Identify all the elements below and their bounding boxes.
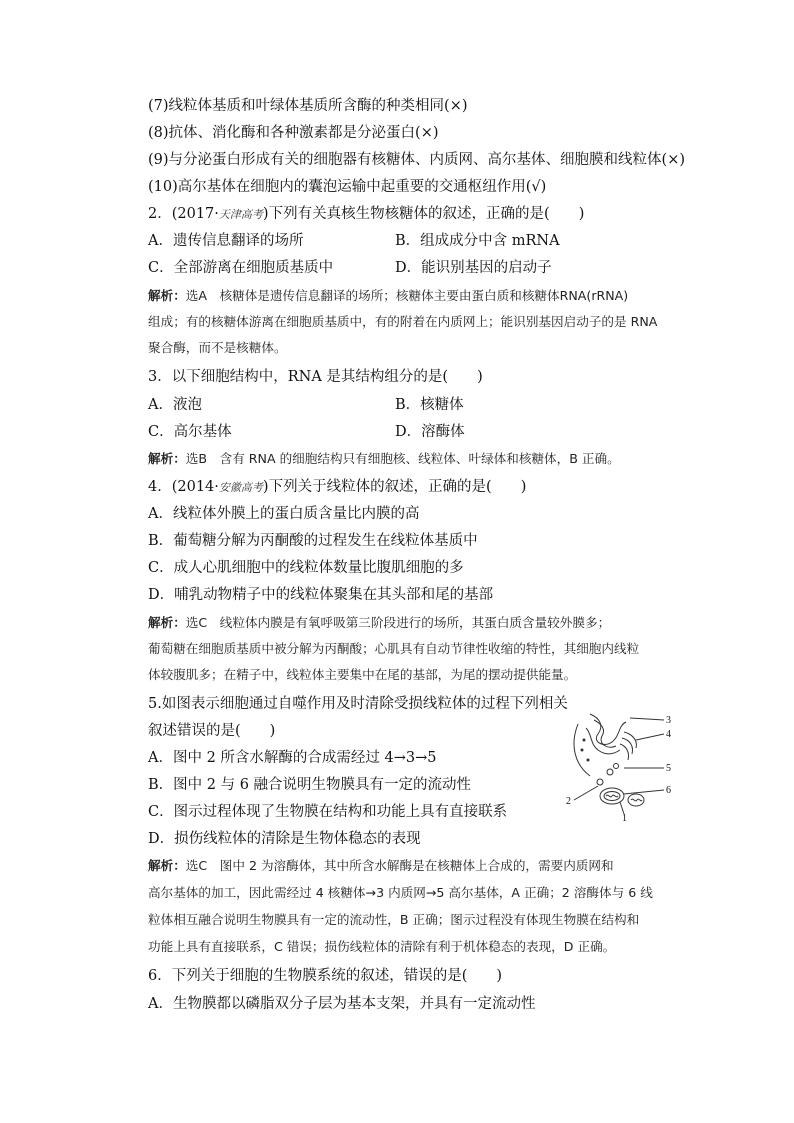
fig-label-4: 4 bbox=[666, 729, 671, 740]
q5-option-b: B．图中 2 与 6 融合说明生物膜具有一定的流动性 bbox=[148, 777, 472, 793]
fig-label-5: 5 bbox=[666, 763, 671, 774]
golgi-path-3 bbox=[620, 744, 629, 760]
item-10: (10)高尔基体在细胞内的囊泡运输中起重要的交通枢纽作用(√) bbox=[148, 179, 547, 195]
q2-option-d: D．能识别基因的启动子 bbox=[395, 260, 552, 276]
q4-option-a: A．线粒体外膜上的蛋白质含量比内膜的高 bbox=[148, 506, 420, 522]
q2-source: 天津高考 bbox=[218, 208, 263, 221]
q4-stem: 4．(2014·安徽高考)下列关于线粒体的叙述，正确的是( ) bbox=[148, 479, 527, 495]
q5-explanation-3: 粒体相互融合说明生物膜具有一定的流动性，B 正确；图示过程没有体现生物膜在结构和 bbox=[148, 912, 640, 927]
q4-explanation-1: 解析：选C 线粒体内膜是有氧呼吸第三阶段进行的场所，其蛋白质含量较外膜多； bbox=[148, 615, 611, 630]
q5-explanation-1: 解析：选C 图中 2 为溶酶体，其中所含水解酶是在核糖体上合成的，需要内质网和 bbox=[148, 858, 614, 873]
lysosome bbox=[597, 779, 603, 785]
leader-2 bbox=[574, 786, 598, 800]
fig-label-2: 2 bbox=[566, 796, 571, 807]
q5-explanation-4: 功能上具有直接联系，C 错误；损伤线粒体的清除有利于机体稳态的表现，D 正确。 bbox=[148, 939, 616, 954]
vesicle bbox=[607, 769, 613, 775]
leader-3 bbox=[630, 718, 664, 720]
q5-option-a: A．图中 2 所含水解酶的合成需经过 4→3→5 bbox=[148, 750, 437, 766]
q2-stem: 2．(2017·天津高考)下列有关真核生物核糖体的叙述，正确的是( ) bbox=[148, 206, 585, 222]
q5-stem-1: 5.如图表示细胞通过自噬作用及时清除受损线粒体的过程下列相关 bbox=[148, 696, 568, 712]
q3-option-b: B．核糖体 bbox=[395, 397, 464, 413]
q3-explanation-1: 解析：选B 含有 RNA 的细胞结构只有细胞核、线粒体、叶绿体和核糖体，B 正确。 bbox=[148, 451, 620, 466]
golgi-path-1 bbox=[624, 732, 636, 748]
q4-explanation-3: 体较腹肌多；在精子中，线粒体主要集中在尾的基部，为尾的摆动提供能量。 bbox=[148, 667, 577, 682]
q3-stem: 3．以下细胞结构中，RNA 是其结构组分的是( ) bbox=[148, 369, 483, 385]
item-7: (7)线粒体基质和叶绿体基质所含酶的种类相同(×) bbox=[148, 98, 468, 114]
q3-option-d: D．溶酶体 bbox=[395, 424, 465, 440]
q5-option-d: D．损伤线粒体的清除是生物体稳态的表现 bbox=[148, 831, 421, 847]
leader-6 bbox=[624, 790, 664, 794]
q2-option-a: A．遗传信息翻译的场所 bbox=[148, 233, 304, 249]
ribosome bbox=[587, 759, 589, 761]
q2-explanation-3: 聚合酶，而不是核糖体。 bbox=[148, 340, 287, 355]
q5-option-c: C．图示过程体现了生物膜在结构和功能上具有直接联系 bbox=[148, 804, 508, 820]
vesicle bbox=[614, 764, 619, 769]
q3-option-a: A．液泡 bbox=[148, 397, 202, 413]
q2-explanation-2: 组成；有的核糖体游离在细胞质基质中，有的附着在内质网上；能识别基因启动子的是 RNA bbox=[148, 314, 658, 329]
q4-option-b: B．葡萄糖分解为丙酮酸的过程发生在线粒体基质中 bbox=[148, 533, 478, 549]
q6-option-a: A．生物膜都以磷脂双分子层为基本支架，并具有一定流动性 bbox=[148, 996, 536, 1012]
q4-option-d: D．哺乳动物精子中的线粒体聚集在其头部和尾的基部 bbox=[148, 587, 494, 603]
q4-explanation-2: 葡萄糖在细胞质基质中被分解为丙酮酸；心肌具有自动节律性收缩的特性，其细胞内线粒 bbox=[148, 641, 640, 656]
q2-option-b: B．组成成分中含 mRNA bbox=[395, 233, 560, 249]
ribosome bbox=[581, 749, 583, 751]
ribosome bbox=[583, 739, 585, 741]
q5-explanation-2: 高尔基体的加工，因此需经过 4 核糖体→3 内质网→5 高尔基体，A 正确；2 溶酶体与 6 线 bbox=[148, 885, 653, 900]
fig-label-3: 3 bbox=[666, 715, 671, 726]
q3-option-c: C．高尔基体 bbox=[148, 424, 232, 440]
fig-label-1: 1 bbox=[622, 813, 627, 822]
q5-stem-2: 叙述错误的是( ) bbox=[148, 723, 276, 739]
item-9: (9)与分泌蛋白形成有关的细胞器有核糖体、内质网、高尔基体、细胞膜和线粒体(×) bbox=[148, 152, 685, 168]
q2-option-c: C．全部游离在细胞质基质中 bbox=[148, 260, 334, 276]
q2-explanation-1: 解析：选A 核糖体是遗传信息翻译的场所；核糖体主要由蛋白质和核糖体RNA(rRNA) bbox=[148, 288, 629, 303]
fig-label-6: 6 bbox=[666, 785, 671, 796]
q6-stem: 6．下列关于细胞的生物膜系统的叙述，错误的是( ) bbox=[148, 968, 503, 984]
er-path bbox=[590, 714, 626, 744]
q4-source: 安徽高考 bbox=[218, 481, 263, 494]
er-path-3 bbox=[586, 728, 620, 754]
leader-4 bbox=[636, 734, 664, 740]
free-mitochondrion-cristae bbox=[631, 799, 642, 801]
item-8: (8)抗体、消化酶和各种激素都是分泌蛋白(×) bbox=[148, 125, 439, 141]
mitochondrion-cristae bbox=[606, 795, 618, 797]
q4-option-c: C．成人心肌细胞中的线粒体数量比腹肌细胞的多 bbox=[148, 560, 464, 576]
er-path-2 bbox=[594, 720, 616, 747]
autophagy-diagram bbox=[560, 704, 680, 822]
